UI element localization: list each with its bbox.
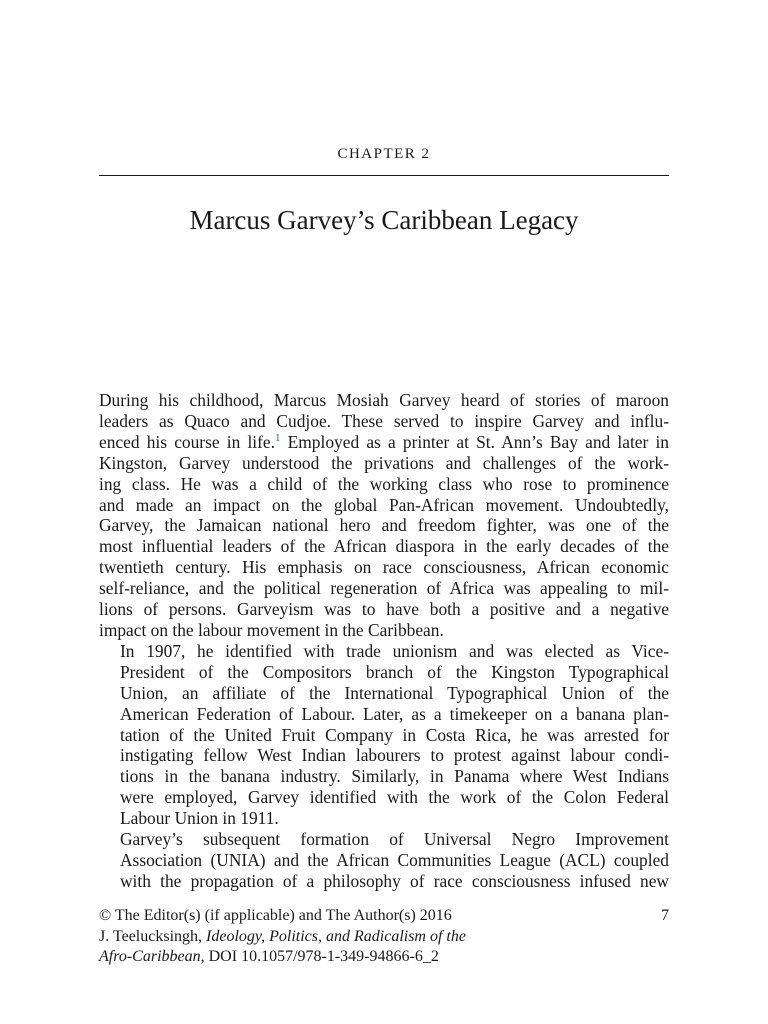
citation-line-2: [99, 947, 669, 968]
paragraph-3: [99, 829, 669, 892]
chapter-rule: [99, 175, 669, 176]
text-line: ing class. He was a child of the working class who rose to prominence: [99, 473, 669, 494]
text-line: Kingston, Garvey understood the privations and challenges of the work-: [99, 452, 669, 473]
text-line: tions in the banana industry. Similarly, in Panama where West Indians: [120, 766, 669, 787]
book-title: Ideology, Politics, and Radicalism of the: [206, 927, 466, 945]
text-line: Garvey, the Jamaican national hero and freedom fighter, was one of the: [99, 515, 669, 536]
text-line: and made an impact on the global Pan-African movement. Undoubtedly,: [99, 494, 669, 515]
text-line: impact on the labour movement in the Caribbean.: [99, 619, 444, 640]
text-line: most influential leaders of the African diaspora in the early decades of the: [99, 536, 669, 557]
text-line: Labour Union in 1911.: [120, 808, 279, 829]
author-name: J. Teelucksingh,: [99, 927, 207, 945]
text-line: In 1907, he identified with trade unionism and was elected as Vice-: [120, 640, 669, 661]
page-footer: [99, 906, 669, 968]
paragraph-1: [99, 390, 669, 641]
text-line: Association (UNIA) and the African Communities League (ACL) coupled: [120, 849, 669, 870]
text-line: American Federation of Labour. Later, as a timekeeper on a banana plan-: [120, 703, 669, 724]
text-line: tation of the United Fruit Company in Costa Rica, he was arrested for: [120, 724, 669, 745]
text-line: Union, an affiliate of the International Typographical Union of the: [120, 682, 669, 703]
page-number: 7: [661, 907, 669, 924]
chapter-label: CHAPTER 2: [337, 146, 431, 162]
text-line: [99, 432, 669, 453]
text-line: During his childhood, Marcus Mosiah Garvey heard of stories of maroon: [99, 390, 669, 410]
text-line: twentieth century. His emphasis on race consciousness, African economic: [99, 557, 669, 578]
text-line: President of the Compositors branch of the Kingston Typographical: [120, 661, 669, 682]
text-line: with the propagation of a philosophy of race consciousness infused new: [120, 870, 669, 891]
citation-line-1: [99, 927, 669, 948]
text-line: self-reliance, and the political regeneration of Africa was appealing to mil-: [99, 578, 669, 599]
body-text: [99, 390, 669, 892]
text-line: leaders as Quaco and Cudjoe. These served to inspire Garvey and influ-: [99, 410, 669, 431]
paragraph-2: [99, 641, 669, 829]
book-title-continued: Afro-Caribbean: [99, 948, 201, 965]
chapter-title: Marcus Garvey’s Caribbean Legacy: [189, 205, 579, 235]
text-fragment: Employed as a printer at St. Ann’s Bay and later in: [280, 431, 669, 452]
doi-link[interactable]: , DOI 10.1057/978-1-349-94866-6_2: [200, 948, 439, 965]
text-line: Garvey’s subsequent formation of Universal Negro Improvement: [120, 829, 669, 850]
text-fragment: enced his course in life.: [99, 431, 275, 452]
text-line: instigating fellow West Indian labourers to protest against labour condi-: [120, 745, 669, 766]
footnote-link[interactable]: 1: [274, 432, 281, 445]
text-line: lions of persons. Garveyism was to have both a positive and a negative: [99, 599, 669, 620]
text-line: were employed, Garvey identified with the work of the Colon Federal: [120, 787, 669, 808]
copyright-notice: © The Editor(s) (if applicable) and The Author(s) 2016: [99, 907, 452, 924]
